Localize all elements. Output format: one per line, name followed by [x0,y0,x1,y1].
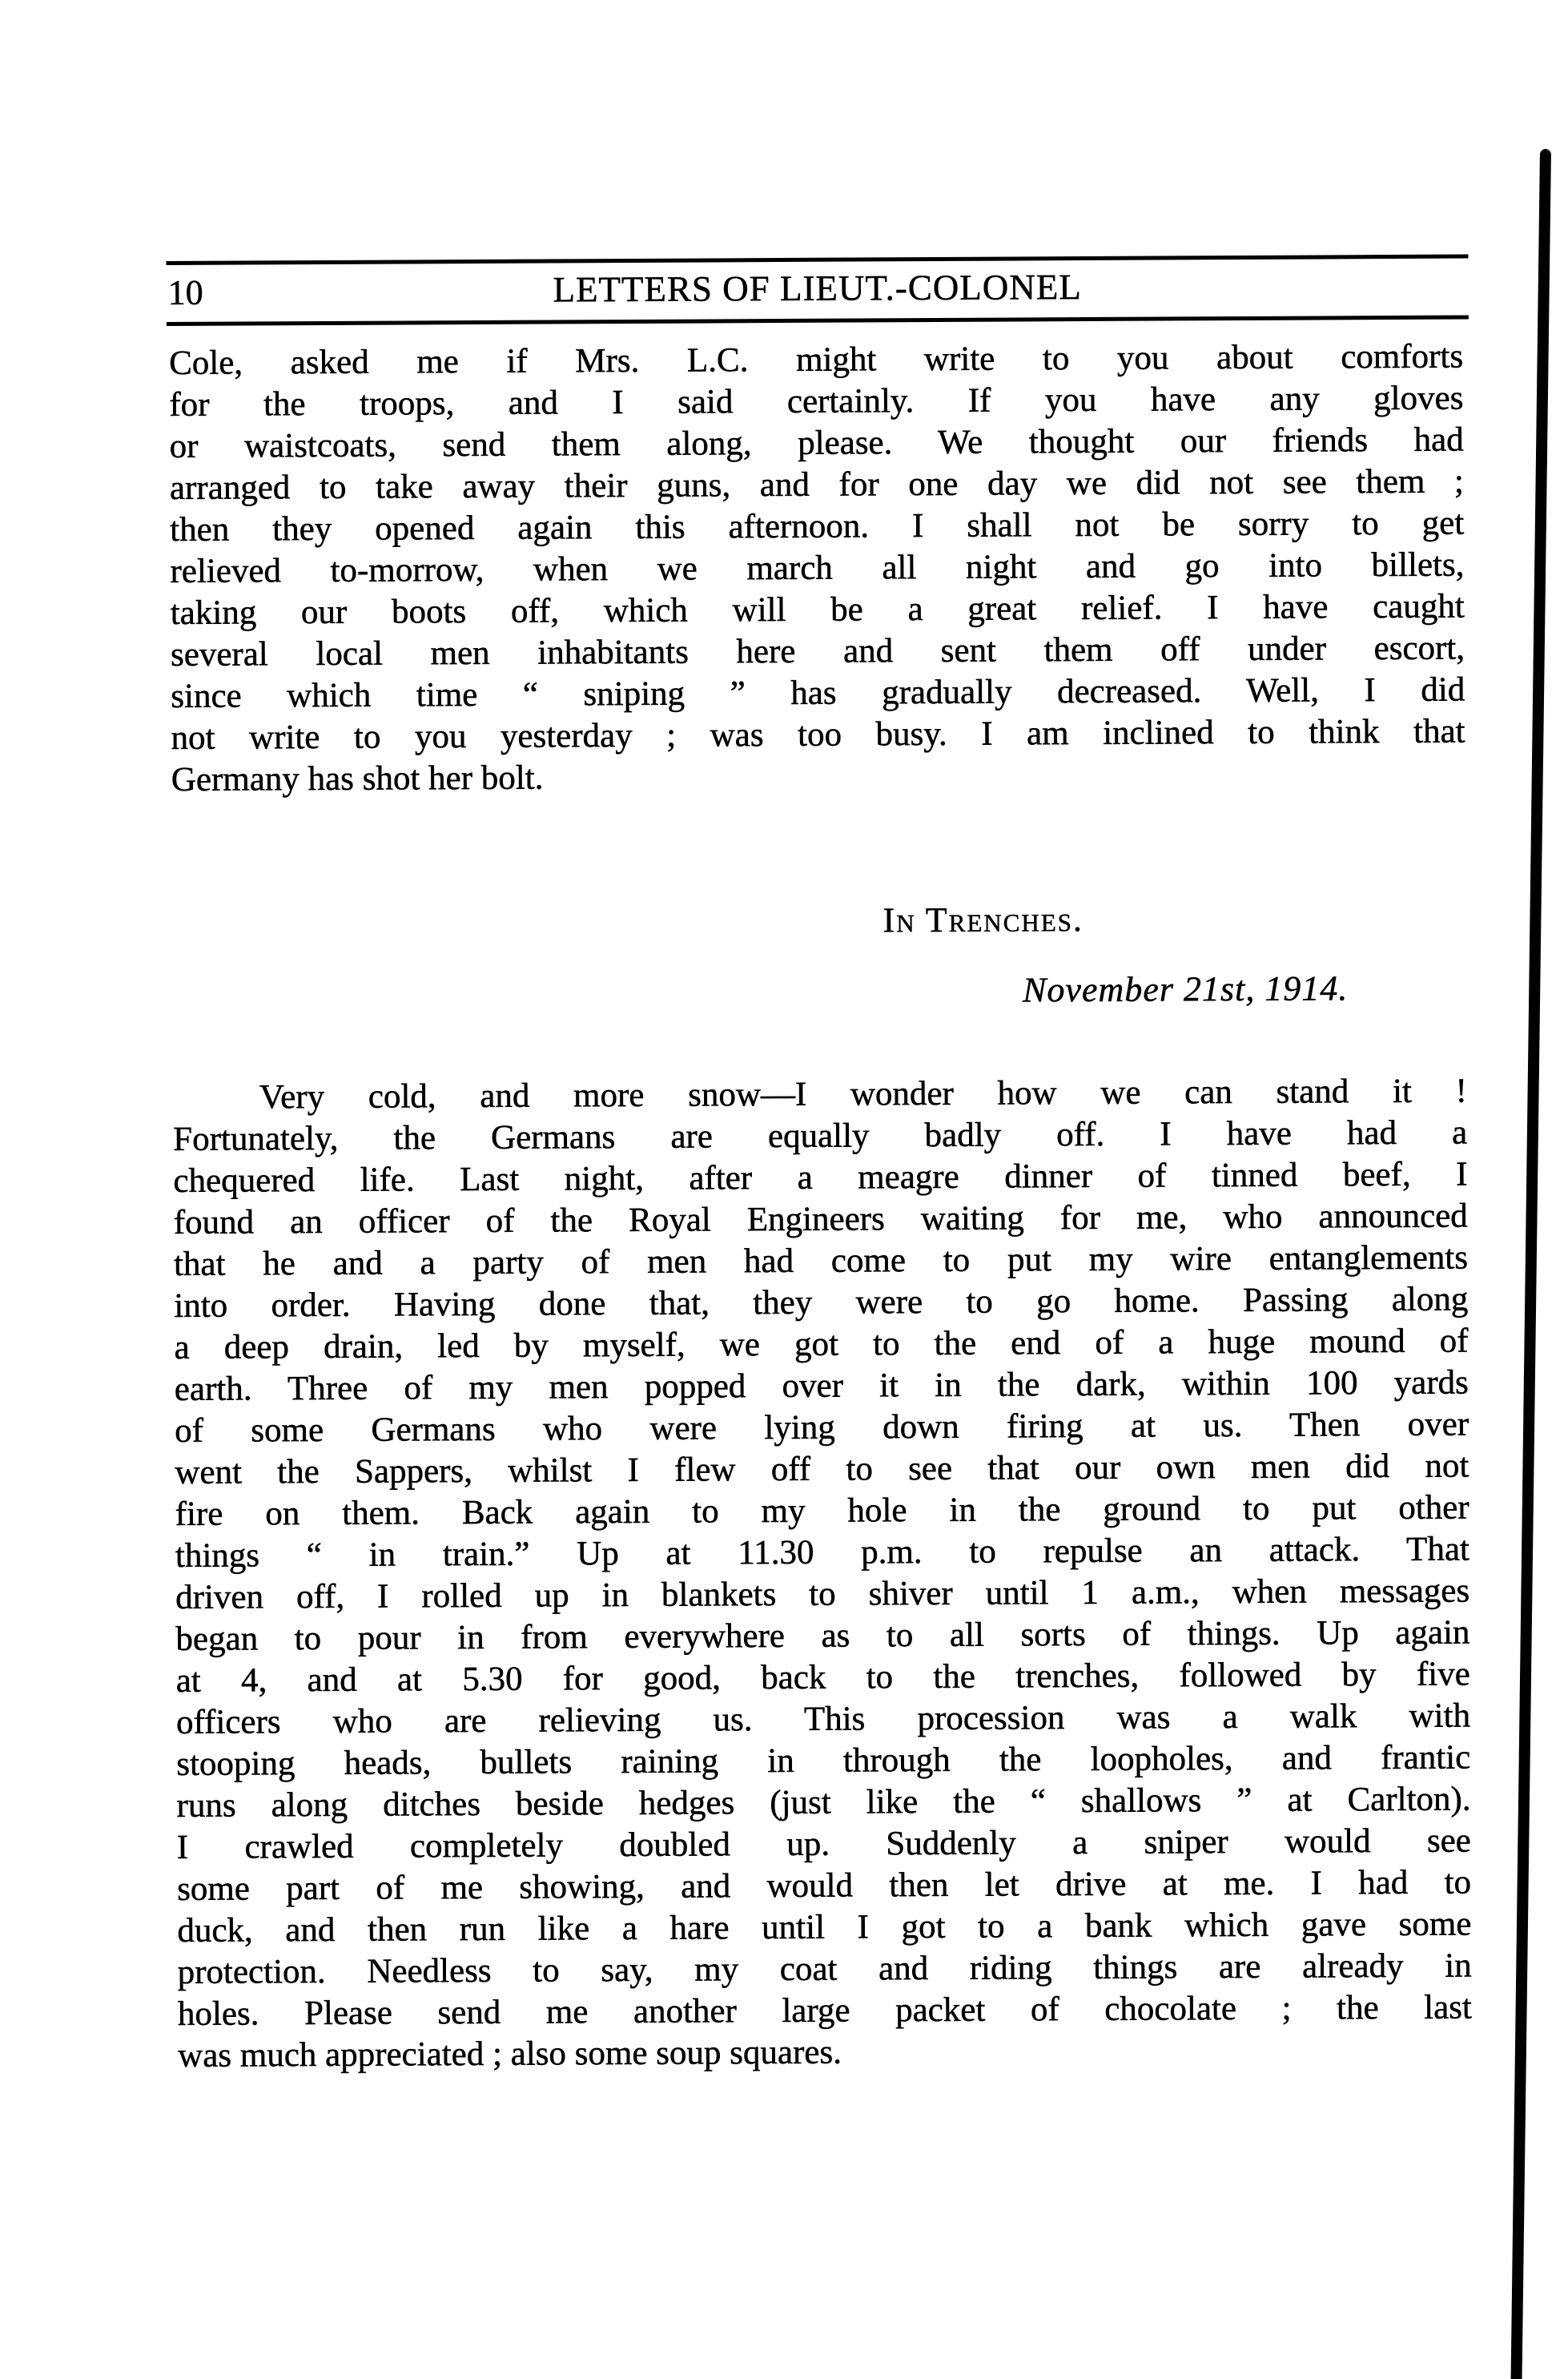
text-line: things “ in train.” Up at 11.30 p.m. to repulse an attack. That [175,1530,1470,1575]
letter-date-row [172,968,1466,1015]
text-line: went the Sappers, whilst I flew off to see that our own men did not [175,1447,1469,1491]
text-line: driven off, I rolled up in blankets to shiver until 1 a.m., when messages [175,1572,1470,1616]
text-line: taking our boots off, which will be a great relief. I have caught [170,587,1465,633]
text-line: began to pour in from everywhere as to all sorts of things. Up again [175,1613,1470,1658]
text-line: earth. Three of my men popped over it in the dark, within 100 yards [174,1363,1469,1408]
text-line: was much appreciated ; also some soup squares. [178,2033,842,2075]
text-line: a deep drain, led by myself, we got to the end of a huge mound of [174,1322,1469,1367]
text-line: some part of me showing, and would then let drive at me. I had to [176,1863,1472,1908]
text-line: at 4, and at 5.30 for good, back to the trenches, followed by five [175,1655,1470,1700]
text-line: Very cold, and more snow—I wonder how we can stand it ! [259,1072,1468,1117]
text-line: found an officer of the Royal Engineers waiting for me, who announced [173,1197,1468,1242]
text-line: arranged to take away their guns, and for one day we did not see them ; [169,462,1465,508]
text-line: of some Germans who were lying down firing at us. Then over [175,1405,1469,1450]
text-line: or waistcoats, send them along, please. We thought our friends had [169,421,1464,466]
text-line: officers who are relieving us. This procession was a walk with [175,1697,1471,1741]
text-line: runs along ditches beside hedges (just like the “ shallows ” at Carlton). [176,1780,1471,1825]
text-line: Germany has shot her bolt. [171,759,544,799]
text-line: protection. Needless to say, my coat and riding things are already in [177,1946,1472,1991]
text-line: chequered life. Last night, after a meagre dinner of tinned beef, I [173,1155,1468,1200]
letter-date: November 21st, 1914. [1022,968,1349,1010]
page-header [167,260,1469,320]
text-line: into order. Having done that, they were to go home. Passing along [174,1280,1469,1325]
text-line: then they opened again this afternoon. I shall not be sorry to get [170,504,1465,549]
text-line: several local men inhabitants here and sent them off under escort, [170,629,1465,674]
text-line: for the troops, and I said certainly. If you have any gloves [169,379,1464,425]
section-heading-row [172,897,1466,944]
page-number: 10 [167,272,203,313]
text-line: duck, and then run like a hare until I got to a bank which gave some [177,1905,1472,1950]
section-heading: In Trenches. [883,900,1084,940]
text-line: that he and a party of men had come to put my wire entanglements [173,1238,1469,1283]
running-title: LETTERS OF LIEUT.-COLONEL [553,267,1082,310]
text-line: not write to you yesterday ; was too busy. I am inclined to think that [171,712,1465,758]
letter-body-second [173,1071,1473,2077]
text-line: relieved to-morrow, when we march all night and go into billets, [170,545,1465,591]
text-line: stooping heads, bullets raining in through the loopholes, and frantic [176,1738,1471,1783]
text-line: Cole, asked me if Mrs. L.C. might write to you about comforts [169,337,1464,383]
text-line: I crawled completely doubled up. Suddenly a sniper would see [176,1821,1471,1866]
text-line: fire on them. Back again to my hole in the ground to put other [175,1488,1469,1533]
text-line: holes. Please send me another large packet of chocolate ; the last [177,1988,1473,2033]
letter-body-first [169,336,1465,801]
text-line: since which time “ sniping ” has gradually decreased. Well, I did [171,670,1465,716]
text-line: Fortunately, the Germans are equally badly off. I have had a [173,1113,1468,1158]
